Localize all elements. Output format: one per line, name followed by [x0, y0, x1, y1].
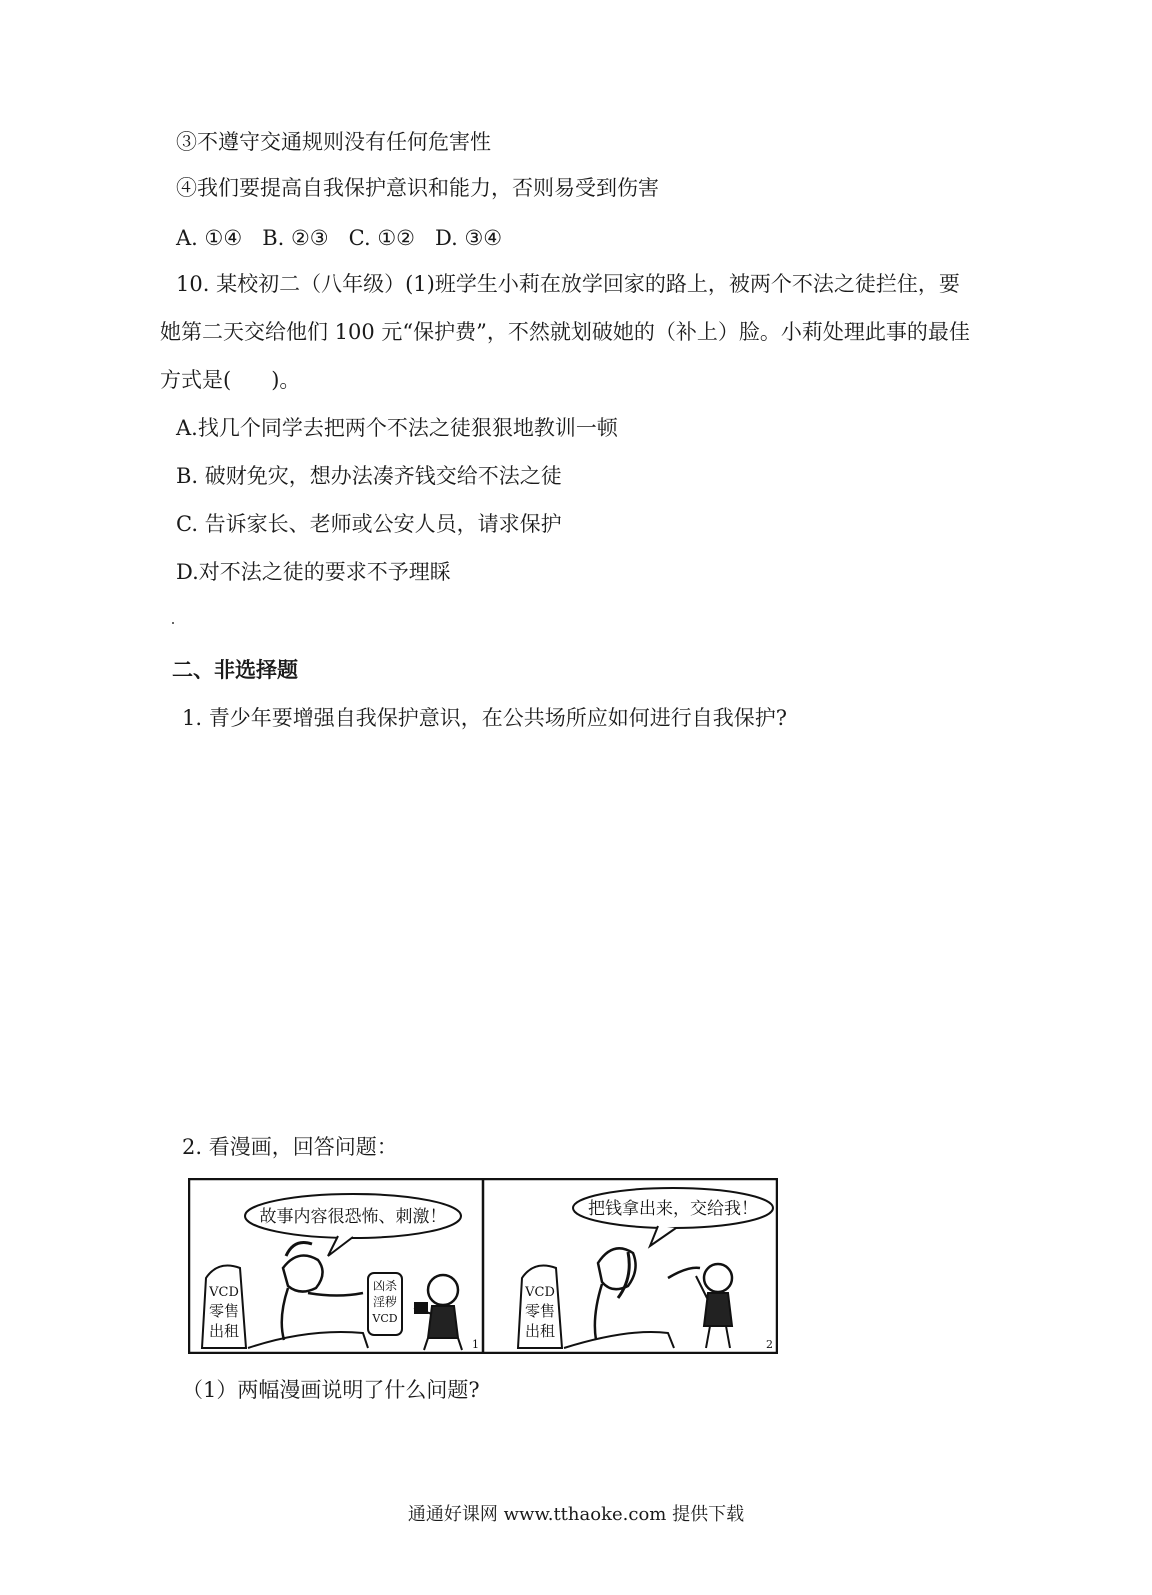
sign-text-vcd-2: VCD: [525, 1285, 555, 1300]
robber-head-2: [704, 1264, 732, 1292]
panel-number-1: 1: [472, 1338, 479, 1351]
q10-option-d: D.对不法之徒的要求不予理睬: [176, 560, 451, 584]
q10-line-2: 她第二天交给他们 100 元“保护费”，不然就划破她的（补上）脸。小莉处理此事的最佳: [160, 320, 970, 344]
q9-statement-3: ③不遵守交通规则没有任何危害性: [176, 130, 491, 154]
q10-option-c: C. 告诉家长、老师或公安人员，请求保护: [176, 512, 562, 536]
disc-text-3: VCD: [372, 1312, 398, 1325]
sign-text-vcd-1: VCD: [209, 1285, 239, 1300]
sign-text-retail-1: 零售: [208, 1302, 240, 1320]
disc-text-2: 淫秽: [372, 1295, 398, 1309]
student-head-1: [428, 1275, 458, 1305]
speech-text-2: 把钱拿出来，交给我！: [588, 1199, 758, 1219]
q10-line-3: 方式是( )。: [160, 368, 301, 392]
question-2: 2. 看漫画，回答问题：: [182, 1135, 398, 1159]
sign-text-rent-2: 出租: [524, 1322, 556, 1340]
q10-option-a: A.找几个同学去把两个不法之徒狠狠地教训一顿: [176, 416, 618, 440]
comic-strip: [188, 1178, 778, 1354]
q9-choices: A. ①④ B. ②③ C. ①② D. ③④: [176, 226, 503, 250]
section-heading: 二、非选择题: [172, 658, 298, 682]
speech-text-1: 故事内容很恐怖、刺激！: [259, 1207, 447, 1227]
stray-mark: [172, 622, 174, 624]
disc-text-1: 凶杀: [372, 1279, 398, 1293]
q9-statement-4: ④我们要提高自我保护意识和能力，否则易受到伤害: [176, 176, 659, 200]
sign-text-rent-1: 出租: [208, 1322, 240, 1340]
question-2-sub-1: （1）两幅漫画说明了什么问题?: [182, 1378, 480, 1402]
panel-number-2: 2: [766, 1338, 773, 1351]
question-1: 1. 青少年要增强自我保护意识，在公共场所应如何进行自我保护?: [182, 706, 787, 730]
q10-option-b: B. 破财免灾，想办法凑齐钱交给不法之徒: [176, 464, 562, 488]
footer-source: 通通好课网 www.tthaoke.com 提供下载: [407, 1504, 745, 1525]
q10-line-1: 10. 某校初二（八年级）(1)班学生小莉在放学回家的路上，被两个不法之徒拦住，要: [176, 272, 960, 296]
sign-text-retail-2: 零售: [524, 1302, 556, 1320]
